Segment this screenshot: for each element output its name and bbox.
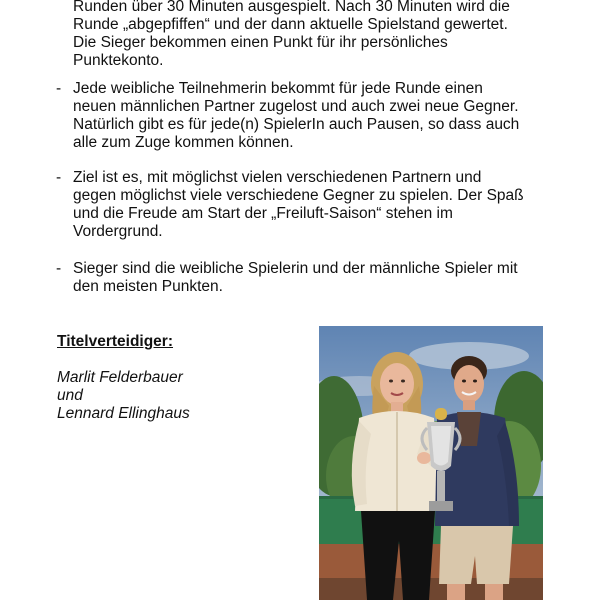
- man-face: [454, 365, 484, 403]
- bullet-2-marker: -: [56, 169, 62, 186]
- bullet-1-line-3: Natürlich gibt es für jede(n) SpielerIn auch Pausen, so dass auch: [73, 116, 520, 133]
- bullet-2-line-2: gegen möglichst viele verschiedene Gegner zu spielen. Der Spaß: [73, 187, 524, 204]
- bullet-3-marker: -: [56, 260, 62, 277]
- defender-name-1: Marlit Felderbauer: [57, 369, 183, 386]
- bullet-1-line-1: Jede weibliche Teilnehmerin bekommt für jede Runde einen: [73, 80, 483, 97]
- defenders-heading: Titelverteidiger:: [57, 333, 174, 350]
- bullet-2-line-3: und die Freude am Start der „Freiluft-Saison“ stehen im: [73, 205, 453, 222]
- defender-name-2: Lennard Ellinghaus: [57, 405, 190, 422]
- winners-photo: [319, 326, 543, 600]
- intro-line-1: Runden über 30 Minuten ausgespielt. Nach 30 Minuten wird die: [73, 0, 510, 15]
- bullet-3-line-2: den meisten Punkten.: [73, 278, 223, 295]
- defender-connector: und: [57, 387, 83, 404]
- bullet-2-line-4: Vordergrund.: [73, 223, 163, 240]
- intro-line-4: Punktekonto.: [73, 52, 164, 69]
- woman-face: [380, 363, 414, 405]
- intro-line-3: Die Sieger bekommen einen Punkt für ihr persönliches: [73, 34, 448, 51]
- bullet-1-line-2: neuen männlichen Partner zugelost und auch zwei neue Gegner.: [73, 98, 519, 115]
- bullet-1-line-4: alle zum Zuge kommen können.: [73, 134, 294, 151]
- intro-line-2: Runde „abgepfiffen“ und der dann aktuelle Spielstand gewertet.: [73, 16, 508, 33]
- bullet-2-line-1: Ziel ist es, mit möglichst vielen verschiedenen Partnern und: [73, 169, 482, 186]
- bullet-1-marker: -: [56, 80, 62, 97]
- bullet-3-line-1: Sieger sind die weibliche Spielerin und der männliche Spieler mit: [73, 260, 518, 277]
